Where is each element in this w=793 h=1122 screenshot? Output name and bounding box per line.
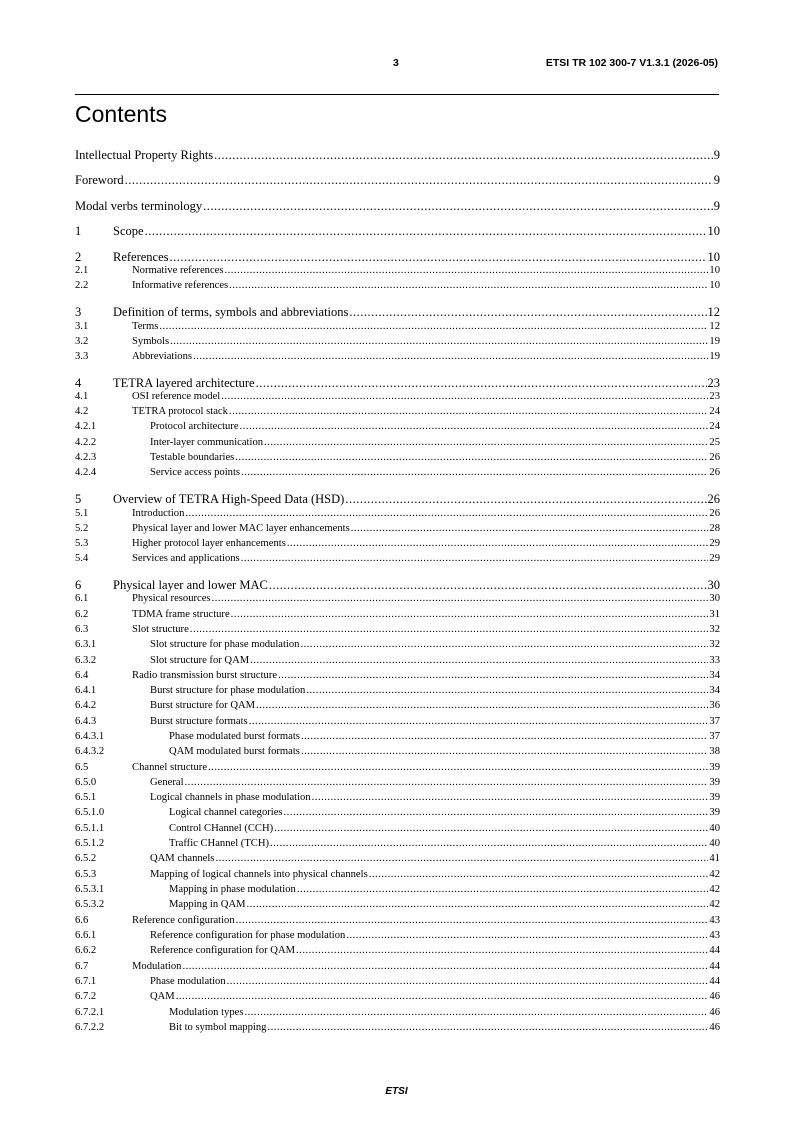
toc-entry-page: 23 xyxy=(709,391,720,402)
toc-entry-title: OSI reference model xyxy=(132,391,221,402)
toc-entry-title: Informative references xyxy=(132,280,229,291)
toc-entry-title: Logical channel categories xyxy=(169,807,283,818)
toc-entry[interactable] xyxy=(75,224,720,239)
toc-entry-title: Phase modulated burst formats xyxy=(169,731,300,742)
toc-entry-page: 44 xyxy=(709,976,720,987)
toc-entry-title: QAM xyxy=(150,991,175,1002)
toc-entry-number: 4.1 xyxy=(75,391,89,402)
toc-entry-page: 44 xyxy=(709,961,720,972)
toc-entry[interactable] xyxy=(75,838,720,849)
toc-entry[interactable] xyxy=(75,624,720,635)
toc-entry-page: 40 xyxy=(709,823,720,834)
toc-dot-leader xyxy=(301,746,708,757)
toc-entry-title: TDMA frame structure xyxy=(132,609,230,620)
toc-entry-number: 4.2.4 xyxy=(75,467,97,478)
toc-entry-page: 34 xyxy=(709,685,720,696)
toc-entry-page: 12 xyxy=(707,305,720,319)
toc-entry-title: Reference configuration for QAM xyxy=(150,945,296,956)
toc-entry[interactable] xyxy=(75,452,720,463)
toc-entry-page: 30 xyxy=(707,578,720,592)
toc-dot-leader xyxy=(185,777,709,788)
toc-entry-title: Testable boundaries xyxy=(150,452,235,463)
toc-entry-title: Channel structure xyxy=(132,762,208,773)
toc-entry-number: 3.3 xyxy=(75,351,89,362)
toc-entry-page: 10 xyxy=(709,280,720,291)
toc-dot-leader xyxy=(203,199,713,214)
toc-dot-leader xyxy=(349,305,706,320)
toc-entry[interactable] xyxy=(75,553,720,564)
toc-entry-title: Intellectual Property Rights xyxy=(75,148,214,162)
toc-entry-page: 43 xyxy=(709,930,720,941)
toc-dot-leader xyxy=(369,869,709,880)
toc-entry-number: 5.2 xyxy=(75,523,89,534)
toc-dot-leader xyxy=(170,336,708,347)
toc-entry-number: 6.5.3 xyxy=(75,869,97,880)
toc-entry-title: Symbols xyxy=(132,336,170,347)
toc-entry-page: 29 xyxy=(709,553,720,564)
toc-entry-page: 28 xyxy=(709,523,720,534)
toc-entry-page: 32 xyxy=(709,624,720,635)
toc-entry-title: General xyxy=(150,777,184,788)
toc-entry-number: 6.3.1 xyxy=(75,639,97,650)
toc-entry-title: Control CHannel (CCH) xyxy=(169,823,274,834)
toc-entry-number: 6.7.2.2 xyxy=(75,1022,105,1033)
toc-entry-title: Slot structure for QAM xyxy=(150,655,250,666)
toc-entry-page: 30 xyxy=(709,593,720,604)
toc-entry[interactable] xyxy=(75,899,720,910)
toc-entry[interactable] xyxy=(75,716,720,727)
toc-entry-page: 43 xyxy=(709,915,720,926)
toc-entry-page: 44 xyxy=(709,945,720,956)
toc-entry-number: 6.4.3.2 xyxy=(75,746,105,757)
toc-entry-page: 24 xyxy=(709,421,720,432)
toc-entry[interactable] xyxy=(75,578,720,593)
toc-entry-number: 2.1 xyxy=(75,265,89,276)
toc-entry[interactable] xyxy=(75,280,720,291)
toc-entry[interactable] xyxy=(75,421,720,432)
toc-entry[interactable] xyxy=(75,1007,720,1018)
toc-entry[interactable] xyxy=(75,762,720,773)
toc-entry-number: 6.4.1 xyxy=(75,685,97,696)
toc-dot-leader xyxy=(351,523,709,534)
toc-entry[interactable] xyxy=(75,930,720,941)
toc-entry-number: 3.2 xyxy=(75,336,89,347)
toc-entry[interactable] xyxy=(75,492,720,507)
toc-entry-page: 26 xyxy=(707,492,720,506)
toc-dot-leader xyxy=(274,823,708,834)
toc-entry[interactable] xyxy=(75,523,720,534)
toc-entry-title: Terms xyxy=(132,321,159,332)
toc-entry-title: Slot structure for phase modulation xyxy=(150,639,300,650)
toc-entry-number: 6.5 xyxy=(75,762,89,773)
toc-dot-leader xyxy=(231,609,709,620)
toc-entry-number: 5 xyxy=(75,492,82,506)
toc-entry-page: 39 xyxy=(709,792,720,803)
toc-dot-leader xyxy=(221,391,708,402)
toc-entry-title: TETRA layered architecture xyxy=(113,376,255,390)
toc-entry[interactable] xyxy=(75,746,720,757)
toc-entry-number: 6.4.2 xyxy=(75,700,97,711)
toc-entry-page: 19 xyxy=(709,336,720,347)
toc-dot-leader xyxy=(241,467,708,478)
toc-entry-page: 46 xyxy=(709,991,720,1002)
toc-entry-number: 6.6 xyxy=(75,915,89,926)
toc-entry-number: 6.4 xyxy=(75,670,89,681)
toc-entry-title: Phase modulation xyxy=(150,976,226,987)
toc-entry[interactable] xyxy=(75,639,720,650)
toc-dot-leader xyxy=(267,1022,708,1033)
toc-entry-number: 4.2 xyxy=(75,406,89,417)
toc-dot-leader xyxy=(249,716,709,727)
toc-entry-title: Service access points xyxy=(150,467,241,478)
header-rule xyxy=(75,94,719,95)
toc-entry[interactable] xyxy=(75,700,720,711)
toc-entry-page: 39 xyxy=(709,807,720,818)
toc-entry-title: Bit to symbol mapping xyxy=(169,1022,267,1033)
toc-entry-number: 6.4.3 xyxy=(75,716,97,727)
toc-entry-title: QAM modulated burst formats xyxy=(169,746,300,757)
toc-entry[interactable] xyxy=(75,884,720,895)
toc-dot-leader xyxy=(278,670,708,681)
toc-entry-title: Radio transmission burst structure xyxy=(132,670,278,681)
toc-entry-title: Mapping of logical channels into physical channels xyxy=(150,869,368,880)
toc-entry[interactable] xyxy=(75,655,720,666)
toc-entry-number: 6.7 xyxy=(75,961,89,972)
toc-entry[interactable] xyxy=(75,807,720,818)
toc-entry-title: Foreword xyxy=(75,173,124,187)
toc-entry[interactable] xyxy=(75,685,720,696)
toc-entry-number: 6.5.1.1 xyxy=(75,823,105,834)
toc-entry[interactable] xyxy=(75,508,720,519)
toc-entry-number: 4.2.2 xyxy=(75,437,97,448)
toc-dot-leader xyxy=(287,538,709,549)
toc-entry-title: Modulation xyxy=(132,961,182,972)
toc-entry-number: 6.5.2 xyxy=(75,853,97,864)
toc-dot-leader xyxy=(346,930,708,941)
toc-entry-title: Mapping in phase modulation xyxy=(169,884,296,895)
toc-entry-title: QAM channels xyxy=(150,853,215,864)
toc-entry-number: 4 xyxy=(75,376,82,390)
toc-entry[interactable] xyxy=(75,777,720,788)
toc-entry-page: 37 xyxy=(709,731,720,742)
toc-entry-title: Mapping in QAM xyxy=(169,899,246,910)
toc-entry-number: 6.6.2 xyxy=(75,945,97,956)
toc-dot-leader xyxy=(240,421,709,432)
toc-entry[interactable] xyxy=(75,173,720,188)
toc-entry-page: 36 xyxy=(709,700,720,711)
toc-entry-number: 6.5.1.0 xyxy=(75,807,105,818)
toc-dot-leader xyxy=(227,976,709,987)
toc-entry[interactable] xyxy=(75,321,720,332)
toc-entry-page: 9 xyxy=(713,148,720,162)
toc-dot-leader xyxy=(247,899,709,910)
toc-entry[interactable] xyxy=(75,437,720,448)
toc-entry-title: Reference configuration xyxy=(132,915,235,926)
toc-entry-page: 10 xyxy=(707,224,720,238)
toc-entry-title: Modulation types xyxy=(169,1007,244,1018)
toc-entry-page: 26 xyxy=(709,467,720,478)
toc-entry-title: Burst structure formats xyxy=(150,716,248,727)
toc-entry-title: Higher protocol layer enhancements xyxy=(132,538,286,549)
toc-dot-leader xyxy=(170,250,707,265)
toc-dot-leader xyxy=(256,700,708,711)
toc-dot-leader xyxy=(229,280,708,291)
toc-entry[interactable] xyxy=(75,391,720,402)
toc-entry-title: Abbreviations xyxy=(132,351,193,362)
toc-entry[interactable] xyxy=(75,792,720,803)
toc-entry-number: 1 xyxy=(75,224,82,238)
toc-entry-number: 6.2 xyxy=(75,609,89,620)
toc-entry-title: Definition of terms, symbols and abbreviations xyxy=(113,305,349,319)
toc-entry-page: 33 xyxy=(709,655,720,666)
toc-entry-page: 10 xyxy=(709,265,720,276)
toc-dot-leader xyxy=(182,961,708,972)
toc-entry-title: Physical resources xyxy=(132,593,211,604)
toc-entry-page: 37 xyxy=(709,716,720,727)
toc-entry-title: Introduction xyxy=(132,508,185,519)
toc-entry-number: 6.4.3.1 xyxy=(75,731,105,742)
toc-dot-leader xyxy=(296,945,708,956)
toc-entry-number: 6.7.2 xyxy=(75,991,97,1002)
toc-entry-number: 6.5.1.2 xyxy=(75,838,105,849)
toc-dot-leader xyxy=(264,437,708,448)
toc-entry[interactable] xyxy=(75,250,720,265)
toc-entry-title: Traffic CHannel (TCH) xyxy=(169,838,270,849)
toc-entry-page: 9 xyxy=(713,199,720,213)
toc-entry-page: 42 xyxy=(709,884,720,895)
toc-dot-leader xyxy=(212,593,709,604)
toc-entry-title: Logical channels in phase modulation xyxy=(150,792,311,803)
toc-dot-leader xyxy=(185,508,708,519)
page-number: 3 xyxy=(393,57,399,69)
toc-entry-page: 40 xyxy=(709,838,720,849)
toc-entry-page: 26 xyxy=(709,508,720,519)
toc-entry[interactable] xyxy=(75,593,720,604)
toc-entry[interactable] xyxy=(75,148,720,163)
toc-entry-title: Normative references xyxy=(132,265,224,276)
toc-dot-leader xyxy=(241,553,709,564)
toc-entry-number: 2.2 xyxy=(75,280,89,291)
toc-dot-leader xyxy=(306,685,708,696)
toc-entry[interactable] xyxy=(75,406,720,417)
toc-entry-number: 6.3 xyxy=(75,624,89,635)
toc-entry-number: 6.3.2 xyxy=(75,655,97,666)
toc-entry[interactable] xyxy=(75,869,720,880)
toc-dot-leader xyxy=(300,639,708,650)
toc-entry-page: 25 xyxy=(709,437,720,448)
toc-entry[interactable] xyxy=(75,915,720,926)
toc-entry[interactable] xyxy=(75,670,720,681)
document-id: ETSI TR 102 300-7 V1.3.1 (2026-05) xyxy=(545,57,718,69)
toc-entry-number: 6.7.2.1 xyxy=(75,1007,105,1018)
toc-dot-leader xyxy=(345,492,706,507)
toc-entry[interactable] xyxy=(75,376,720,391)
toc-entry-page: 46 xyxy=(709,1022,720,1033)
toc-entry[interactable] xyxy=(75,731,720,742)
toc-dot-leader xyxy=(145,224,707,239)
toc-entry-page: 10 xyxy=(707,250,720,264)
toc-entry[interactable] xyxy=(75,265,720,276)
toc-entry-number: 5.3 xyxy=(75,538,89,549)
toc-dot-leader xyxy=(284,807,709,818)
toc-entry[interactable] xyxy=(75,538,720,549)
toc-dot-leader xyxy=(250,655,708,666)
toc-entry-number: 6.6.1 xyxy=(75,930,97,941)
toc-entry-title: Protocol architecture xyxy=(150,421,239,432)
toc-entry[interactable] xyxy=(75,199,720,214)
toc-entry-page: 34 xyxy=(709,670,720,681)
toc-entry-title: Burst structure for QAM xyxy=(150,700,256,711)
toc-entry-page: 42 xyxy=(709,869,720,880)
toc-entry-number: 6.7.1 xyxy=(75,976,97,987)
toc-entry[interactable] xyxy=(75,336,720,347)
toc-entry-title: Inter-layer communication xyxy=(150,437,264,448)
toc-entry-page: 23 xyxy=(707,376,720,390)
toc-entry[interactable] xyxy=(75,945,720,956)
toc-dot-leader xyxy=(214,148,713,163)
toc-entry-page: 24 xyxy=(709,406,720,417)
toc-dot-leader xyxy=(236,915,709,926)
toc-entry-number: 2 xyxy=(75,250,82,264)
toc-entry-number: 6 xyxy=(75,578,82,592)
toc-dot-leader xyxy=(269,578,707,593)
toc-entry-number: 6.5.3.2 xyxy=(75,899,105,910)
toc-entry-title: References xyxy=(113,250,169,264)
toc-entry[interactable] xyxy=(75,991,720,1002)
toc-dot-leader xyxy=(229,406,708,417)
toc-entry-number: 4.2.1 xyxy=(75,421,97,432)
toc-dot-leader xyxy=(244,1007,708,1018)
toc-entry-title: Modal verbs terminology xyxy=(75,199,203,213)
toc-entry-number: 6.1 xyxy=(75,593,89,604)
toc-entry[interactable] xyxy=(75,823,720,834)
toc-entry[interactable] xyxy=(75,1022,720,1033)
toc-entry-title: Burst structure for phase modulation xyxy=(150,685,306,696)
toc-entry-page: 9 xyxy=(713,173,720,187)
toc-dot-leader xyxy=(159,321,708,332)
toc-entry-page: 12 xyxy=(709,321,720,332)
toc-entry-page: 38 xyxy=(709,746,720,757)
toc-entry-title: TETRA protocol stack xyxy=(132,406,228,417)
toc-dot-leader xyxy=(125,173,713,188)
toc-entry-number: 6.5.1 xyxy=(75,792,97,803)
toc-entry-title: Overview of TETRA High-Speed Data (HSD) xyxy=(113,492,345,506)
toc-entry-number: 5.4 xyxy=(75,553,89,564)
toc-entry-page: 26 xyxy=(709,452,720,463)
toc-entry-title: Physical layer and lower MAC xyxy=(113,578,268,592)
toc-dot-leader xyxy=(270,838,708,849)
toc-entry-title: Physical layer and lower MAC layer enhancements xyxy=(132,523,350,534)
toc-entry-page: 41 xyxy=(709,853,720,864)
toc-dot-leader xyxy=(312,792,709,803)
toc-entry[interactable] xyxy=(75,305,720,320)
toc-entry-title: Services and applications xyxy=(132,553,240,564)
toc-dot-leader xyxy=(208,762,708,773)
toc-entry-number: 6.5.0 xyxy=(75,777,97,788)
toc-entry[interactable] xyxy=(75,351,720,362)
toc-dot-leader xyxy=(224,265,708,276)
toc-dot-leader xyxy=(297,884,709,895)
toc-dot-leader xyxy=(235,452,708,463)
toc-dot-leader xyxy=(256,376,707,391)
toc-entry-title: Slot structure xyxy=(132,624,189,635)
toc-entry-number: 6.5.3.1 xyxy=(75,884,105,895)
toc-entry-page: 39 xyxy=(709,777,720,788)
footer-publisher: ETSI xyxy=(385,1086,408,1097)
toc-entry-page: 29 xyxy=(709,538,720,549)
toc-entry-title: Scope xyxy=(113,224,144,238)
toc-dot-leader xyxy=(190,624,709,635)
toc-entry[interactable] xyxy=(75,976,720,987)
toc-entry-number: 3.1 xyxy=(75,321,89,332)
toc-entry[interactable] xyxy=(75,961,720,972)
toc-entry-page: 19 xyxy=(709,351,720,362)
toc-entry-number: 4.2.3 xyxy=(75,452,97,463)
toc-entry-page: 46 xyxy=(709,1007,720,1018)
toc-entry-page: 32 xyxy=(709,639,720,650)
toc-dot-leader xyxy=(215,853,708,864)
toc-entry-page: 31 xyxy=(709,609,720,620)
toc-entry-page: 39 xyxy=(709,762,720,773)
toc-entry[interactable] xyxy=(75,853,720,864)
toc-entry[interactable] xyxy=(75,467,720,478)
toc-entry-number: 3 xyxy=(75,305,82,319)
toc-dot-leader xyxy=(193,351,708,362)
toc-dot-leader xyxy=(176,991,709,1002)
toc-entry-number: 5.1 xyxy=(75,508,89,519)
toc-dot-leader xyxy=(301,731,708,742)
page-title: Contents xyxy=(75,101,168,127)
toc-entry-page: 42 xyxy=(709,899,720,910)
toc-entry-title: Reference configuration for phase modulation xyxy=(150,930,346,941)
toc-entry[interactable] xyxy=(75,609,720,620)
